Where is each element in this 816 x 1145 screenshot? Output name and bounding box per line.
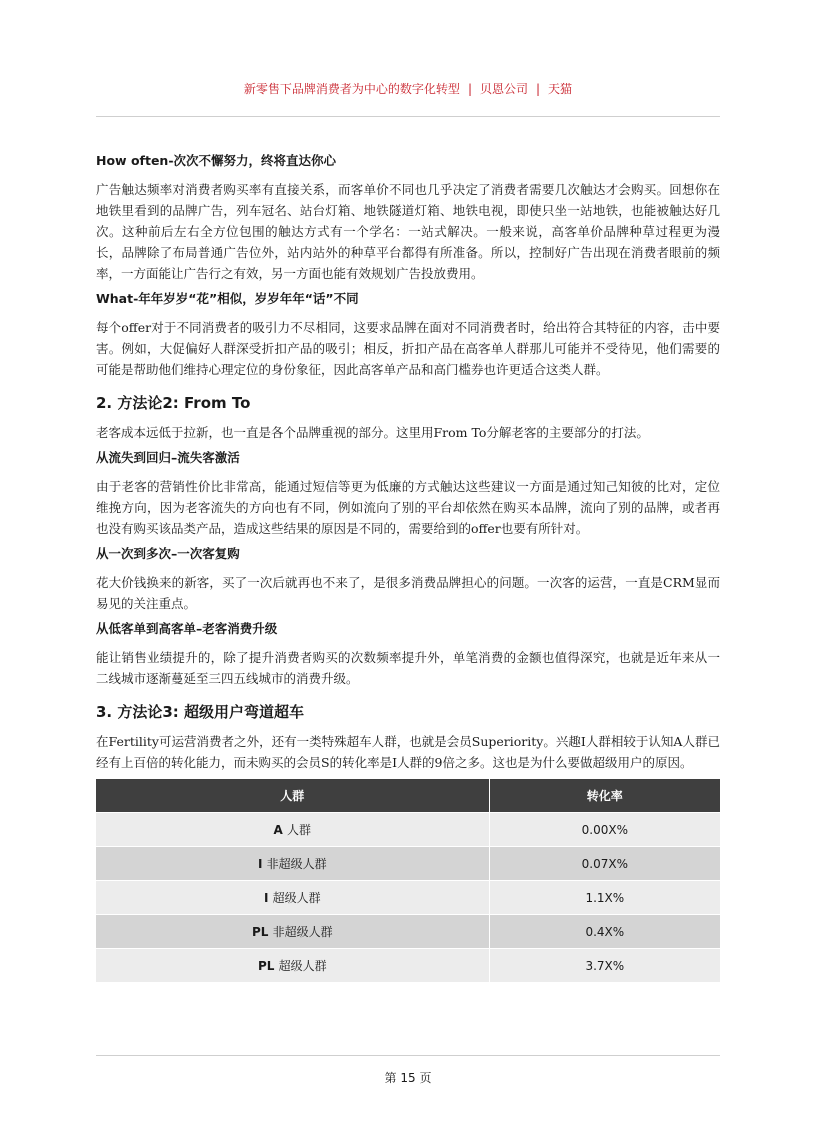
segment-label: 超级人群	[278, 959, 327, 973]
segment-code: PL	[251, 925, 269, 939]
header-separator: |	[467, 82, 472, 96]
table-row	[96, 847, 720, 881]
header-rule	[96, 116, 720, 117]
repeat-heading: 从一次到多次–一次客复购	[96, 546, 240, 561]
table-row	[96, 949, 720, 983]
rate-cell: 0.4X%	[489, 915, 720, 949]
what-paragraph: 每个offer对于不同消费者的吸引力不尽相同，这要求品牌在面对不同消费者时，给出符合其特征的内容，击中要害。例如，大促偏好人群深受折扣产品的吸引；相反，折扣产品在高客单人群那儿可能并不受待见，他们需要的可能是帮助他们维持心理定位的身份象征，因此高客单产品和高门槛券也许更适合这类人群。	[96, 320, 720, 377]
segment-label: 人群	[287, 823, 312, 837]
segment-cell	[96, 949, 489, 983]
header-company: 贝恩公司	[479, 82, 528, 96]
rate-cell: 0.00X%	[489, 813, 720, 847]
rate-cell: 1.1X%	[489, 881, 720, 915]
page-header	[96, 80, 720, 97]
upgrade-heading: 从低客单到高客单–老客消费升级	[96, 621, 278, 636]
how-often-heading: How often-次次不懈努力，终将直达你心	[96, 153, 337, 168]
page-number: 第 15 页	[384, 1071, 432, 1085]
table-row	[96, 915, 720, 949]
table-row	[96, 813, 720, 847]
segment-label: 非超级人群	[266, 857, 327, 871]
column-header-rate: 转化率	[489, 779, 720, 813]
segment-label: 非超级人群	[272, 925, 333, 939]
table-row	[96, 881, 720, 915]
segment-code: I	[257, 857, 263, 871]
rate-cell: 3.7X%	[489, 949, 720, 983]
footer-rule	[96, 1055, 720, 1056]
segment-cell	[96, 881, 489, 915]
segment-code: PL	[257, 959, 275, 973]
churn-paragraph: 由于老客的营销性价比非常高，能通过短信等更为低廉的方式触达这些建议一方面是通过知己知彼的比对，定位维挽方向，因为老客流失的方向也有不同，例如流向了别的平台却依然在购买本品牌，流向了别的品牌，或者再也没有购买该品类产品，造成这些结果的原因是不同的，需要给到的offer也要有所针对。	[96, 479, 720, 536]
conversion-table	[96, 779, 720, 982]
repeat-paragraph: 花大价钱换来的新客，买了一次后就再也不来了，是很多消费品牌担心的问题。一次客的运营，一直是CRM显而易见的关注重点。	[96, 575, 720, 611]
segment-cell	[96, 915, 489, 949]
segment-cell	[96, 847, 489, 881]
header-separator: |	[536, 82, 541, 96]
header-title: 新零售下品牌消费者为中心的数字化转型	[243, 82, 460, 96]
segment-label: 超级人群	[272, 891, 321, 905]
method3-paragraph: 在Fertility可运营消费者之外，还有一类特殊超车人群，也就是会员Superiority。兴趣I人群相较于认知A人群已经有上百倍的转化能力，而未购买的会员S的转化率是I人群的9倍之多。这也是为什么要做超级用户的原因。	[96, 734, 720, 770]
method3-heading: 3. 方法论3: 超级用户弯道超车	[96, 703, 305, 721]
upgrade-paragraph: 能让销售业绩提升的，除了提升消费者购买的次数频率提升外，单笔消费的金额也值得深究，也就是近年来从一二线城市逐渐蔓延至三四五线城市的消费升级。	[96, 650, 720, 686]
method2-heading: 2. 方法论2: From To	[96, 394, 251, 412]
churn-heading: 从流失到回归–流失客激活	[96, 450, 240, 465]
segment-code: I	[263, 891, 269, 905]
main-content	[96, 152, 720, 982]
segment-code: A	[273, 823, 283, 837]
method2-paragraph: 老客成本远低于拉新，也一直是各个品牌重视的部分。这里用From To分解老客的主要部分的打法。	[96, 425, 649, 440]
how-often-paragraph: 广告触达频率对消费者购买率有直接关系，而客单价不同也几乎决定了消费者需要几次触达才会购买。回想你在地铁里看到的品牌广告，列车冠名、站台灯箱、地铁隧道灯箱、地铁电视，即使只坐一站地铁，也能被触达好几次。这种前后左右全方位包围的触达方式有一个学名：一站式解决。一般来说，高客单价品牌种草过程更为漫长，品牌除了布局普通广告位外，站内站外的种草平台都得有所准备。所以，控制好广告出现在消费者眼前的频率，一方面能让广告行之有效，另一方面也能有效规划广告投放费用。	[96, 182, 720, 281]
header-partner: 天猫	[548, 82, 573, 96]
what-heading: What-年年岁岁“花”相似，岁岁年年“话”不同	[96, 291, 359, 306]
segment-cell	[96, 813, 489, 847]
column-header-segment: 人群	[96, 779, 489, 813]
rate-cell: 0.07X%	[489, 847, 720, 881]
table-header-row	[96, 779, 720, 813]
